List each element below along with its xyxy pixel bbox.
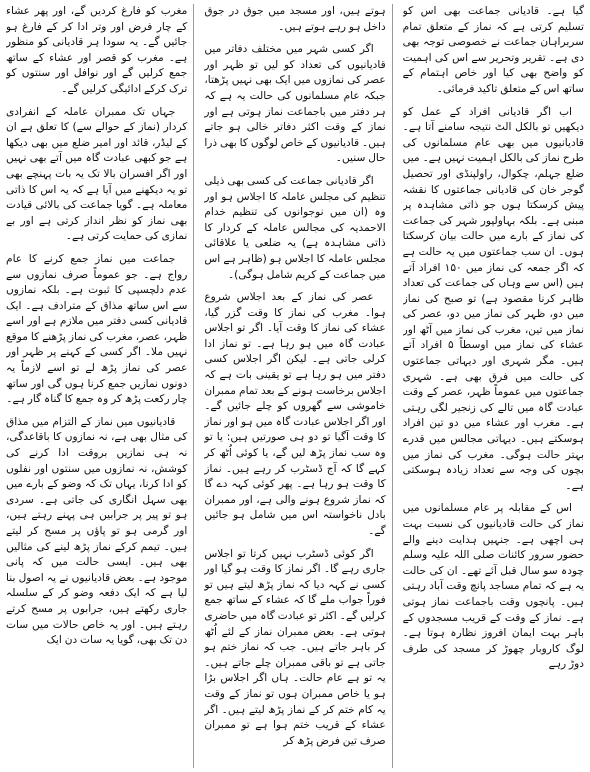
paragraph: اب اگر قادیانی افراد کے عمل کو دیکھیں تو بالکل الٹ نتیجہ سامنے آتا ہے۔ قادیانیوں میں بھی عام مسلمانوں کی طرح نماز کی بالکل اہمیت نہیں ہے۔ میں ضلع جہلم، چکوال، راولپنڈی اور تحصیل گوجر خان کی قادیانی جماعتوں کا نقشہ پیش کرسکتا ہوں جو ذاتی مشاہدہ پر مبنی ہے۔ بلکہ بہاولپور شہر کی جماعت کی نماز کے بارے میں حالت بیان کرسکتا ہوں۔ ان سب جماعتوں میں یہ حالت ہے کہ اگر جمعہ کی نماز میں ۱۵۰ افراد آتے ہیں (اس سے وہاں کی جماعت کی تعداد ظاہر کرنا مقصود ہے) تو صبح کی نماز میں دو، ظہر کی نماز میں دو، عصر کی نماز میں تین، مغرب کی نماز میں آٹھ اور عشاء کی نماز میں اوسطاً ۵ افراد آتے ہیں۔ مگر شہری اور دیہاتی جماعتوں کی حالت میں فرق بھی ہے۔ شہری جماعتوں میں عموماً ظہر، عصر کے وقت عبادت گاہ میں تالے کی زنجیر لگی رہتی ہے۔ مغرب اور عشاء میں دو تین افراد ہوسکتے ہیں۔ دیہاتی مجالس میں قدرے بہتر حالت ہوگی۔ مغرب کی نماز میں بچوں کی وجہ سے تعداد زیادہ ہوسکتی ہے۔	[402, 105, 584, 492]
paragraph: اگر کسی شہر میں مختلف دفاتر میں قادیانیوں کی تعداد کو لیں تو ظہر اور عصر کی نمازوں میں ایک بھی نہیں پڑھتا، جبکہ عام مسلمانوں کی حالت یہ ہے کہ ہر دفتر میں باجماعت نماز ہوتی ہے اور نماز کے وقت اکثر دفاتر خالی ہو جاتے ہیں۔ قادیانیوں کے خاص لوگوں کا بھی ذرا حال سنیں۔	[204, 43, 386, 165]
paragraph: جماعت میں نماز جمع کرنے کا عام رواج ہے۔ جو عموماً صرف نمازوں سے عدم دلچسپی کا ثبوت ہے۔ بلکہ نمازوں سے اس ساتھ مذاق کے مترادف ہے۔ ایک قادیانی کسی دفتر میں ملازم ہے اور اسے ظہر، عصر، مغرب کی نماز پڑھنے کا موقع نہیں ملا۔ اگر کسی کے کہنے پر ظہر اور عصر کی نماز پڑھ لے تو اسے لازماً یہ دونوں نمازیں جمع کرنا ہوں گی اور ساتھ چار رکعت پڑھ کر وہ جمع کا گناہ گار ہے۔	[6, 252, 188, 406]
paragraph: مغرب کو فارغ کردیں گے، اور پھر عشاء کے چار فرض اور وتر ادا کر کے فارغ ہو جائیں گے۔ یہ سودا ہر قادیانی کو منظور ہے۔ مغرب کو قصر اور عشاء کے ساتھ جمع کرلیں گے اور نوافل اور سنتوں کو ترک کرکے ادائیگی کرلیں گے۔	[6, 5, 188, 95]
text-column-right	[403, 4, 584, 768]
paragraph: اس کے مقابلہ پر عام مسلمانوں میں نماز کی حالت قادیانیوں کی نسبت بہت ہی اچھی ہے۔ جنہیں ہدایت دینے والے حضور سرور کائنات صلی اللہ علیہ وسلم چودہ سو سال قبل آئے تھے۔ ان کی حالت یہ ہے کہ تمام مساجد پانچ وقت آباد رہتی ہیں۔ پانچوں وقت باجماعت نماز ہوتی ہے۔ نماز کے وقت کے قریب مسجدوں کے باہر بہت ایمان افروز نظارہ ہوتا ہے۔ لوگ کاروبار چھوڑ کر مسجد کی طرف دوڑ رہے	[402, 502, 584, 671]
paragraph: اگر قادیانی جماعت کی کسی بھی ذیلی تنظیم کی مجلس عاملہ کا اجلاس ہو اور وہ (ان میں نوجوانوں کی تنظیم خدام الاحمدیہ کی مجالس عاملہ کے کردار کا ذاتی مشاہدہ ہے) یہ ضلعی یا علاقائی مجلس عاملہ کا اجلاس ہو (ظاہر ہے اس میں جماعت کے کریم شامل ہوگی)۔	[204, 174, 386, 281]
paragraph: اگر کوئی ڈسٹرب نہیں کرتا تو اجلاس جاری رہے گا۔ اگر نماز کا وقت ہو گیا اور کسی نے کہہ دیا کہ نماز پڑھ لیتے ہیں تو فوراً جواب ملے گا کہ عشاء کے ساتھ جمع کرلیں گے۔ اکثر تو عبادت گاہ میں حاضری ہوتی ہے۔ بعض ممبران نماز کے لئے اُٹھ کر باہر جاتے ہیں۔ جب کہ نماز ختم ہو جاتی ہے تو باقی ممبران چلے جاتے ہیں۔ یہ تو ہے عام حالت۔ ہاں اگر اجلاس بڑا ہو یا خاص ممبران ہوں تو نماز کے وقت یہ کام ختم کر کے نماز پڑھ لیتے ہیں۔ اگر عشاء کے قریب ختم ہوا ہے تو ممبران صرف تین فرض پڑھ کر	[204, 547, 386, 747]
paragraph: جہاں تک ممبران عاملہ کے انفرادی کردار (نماز کے حوالے سے) کا تعلق ہے ان کے لیڈر، قائد اور امیر ضلع میں بھی دیکھا ہے جو کبھی عبادت گاہ میں آتے بھی نہیں اور اگر افسران بالا تک یہ بات پہنچے بھی تو یہ دیکھنے میں آیا ہے کہ یہ اس کا ذاتی معاملہ ہے۔ گویا جماعت کی بالائی قیادت بھی نماز کو نظر انداز کرتی ہے اور بے نمازی کی حمایت کرتی ہے۔	[6, 105, 188, 243]
text-column-middle	[204, 4, 392, 768]
paragraph: گیا ہے۔ قادیانی جماعت بھی اس کو تسلیم کرتی ہے کہ نماز کے متعلق تمام سربراہان جماعت نے خصوصی توجہ بھی دی ہے۔ تقریر وتحریر سے اس کی اہمیت کو واضح بھی کیا اور خاص اہتمام کے ساتھ اس کے متعلق تاکید فرمائی۔	[402, 5, 584, 95]
text-column-left	[6, 4, 194, 768]
paragraph: قادیانیوں میں نماز کے التزام میں مذاق کی مثال بھی ہے، نہ نمازوں کا باقاعدگی، نہ ہی نمازیں بروقت ادا کرنے کی کوشش، نہ نمازوں میں سنتوں اور نفلوں کو ادا کرنا، یہاں تک کہ وضو کے بارے میں بھی سہل انگاری کی جاتی ہے۔ سردی ہو تو پیر پر جرابیں ہی پہنے رہتے ہیں، اور گرمی ہو تو پاؤں پر مسح کر لیتے ہیں۔ تیمم کرکے نماز پڑھ لینے کی مثالیں بھی ہیں۔ ایسی حالت میں کہ پانی موجود ہے۔ بعض قادیانیوں نے یہ اصول بنا لیا ہے کہ ایک دفعہ وضو کر کے سلسلہ جاری رکھتے ہیں، جرابوں پر مسح کرتے رہتے ہیں۔ اور یہ خاص حالات میں سات دن تک بھی، گویا یہ سات دن ایک	[6, 415, 188, 647]
paragraph: عصر کی نماز کے بعد اجلاس شروع ہوا۔ مغرب کی نماز کا وقت گزر گیا، عشاء کی نماز کا وقت آیا۔ اگر تو اجلاس عبادت گاہ میں ہو رہا ہے۔ تو نماز ادا کرلی جاتی ہے۔ لیکن اگر اجلاس کسی دفتر میں ہو رہا ہے تو یقینی بات ہے کہ اجلاس برخاست ہونے کے بعد تمام ممبران خاموشی سے گھروں کو چلے جائیں گے۔ اور اگر اجلاس عبادت گاہ میں ہو اور نماز کا وقت آگیا تو دو ہی صورتیں ہیں: یا تو وہ سب نماز پڑھ لیں گے، یا کوئی اُٹھ کر کہے گا کہ آج ڈسٹرب کر رہے ہیں۔ نماز کا وقت ہو رہا ہے۔ پھر کوئی کہہ دے گا کہ نماز شروع ہونے والی ہے، اور ممبران بادل ناخواستہ اس میں شامل ہو جائیں گے۔	[204, 291, 386, 537]
paragraph: ہوتے ہیں، اور مسجد میں جوق در جوق داخل ہو رہے ہوتے ہیں۔	[204, 5, 386, 33]
